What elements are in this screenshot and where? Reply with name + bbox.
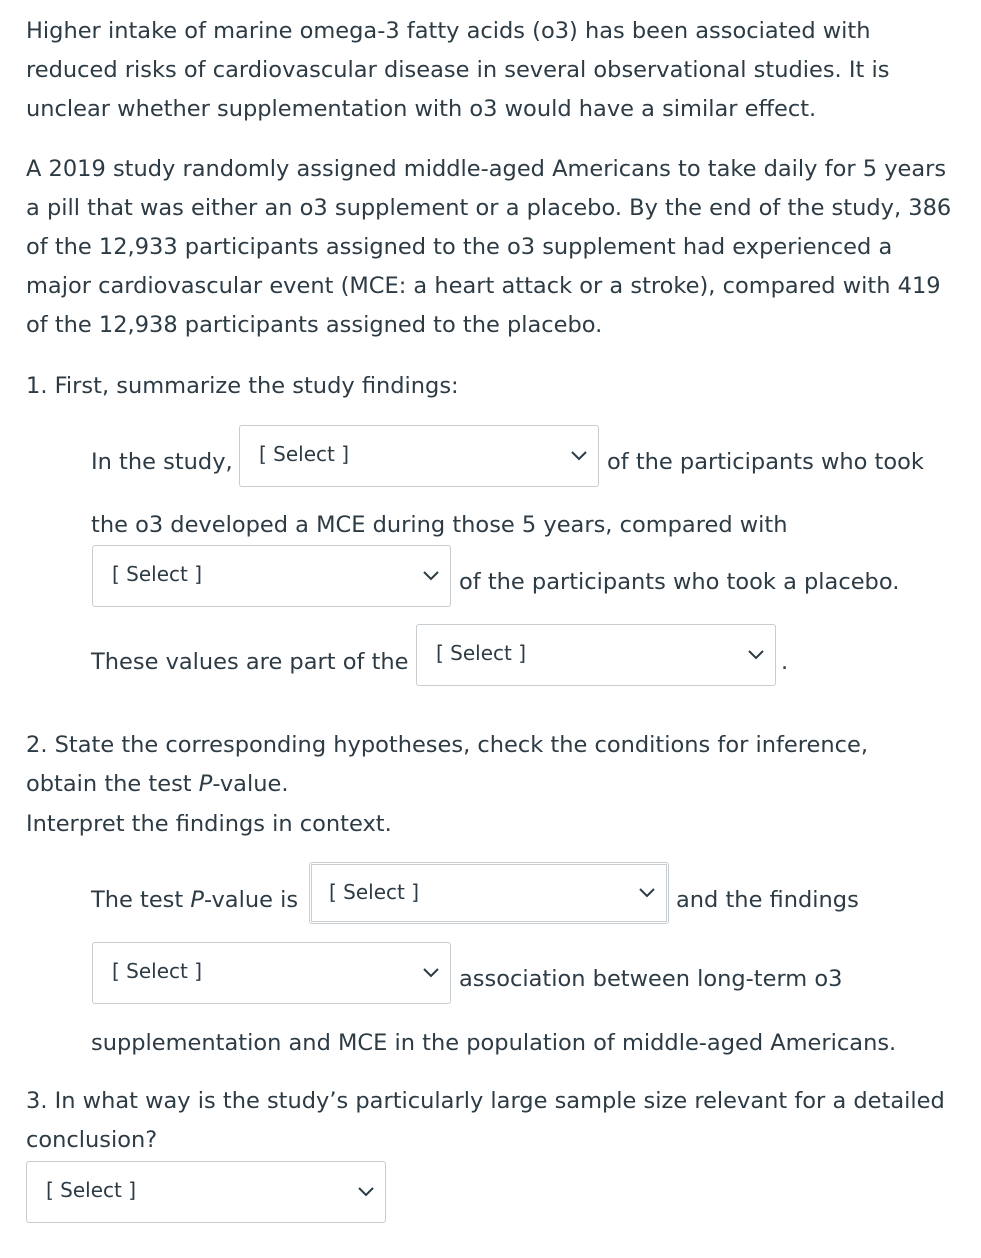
q2-line1-pre: The test P-value is xyxy=(91,887,299,913)
select-value: [ Select ] xyxy=(329,880,420,904)
q1-line1-post: of the participants who took xyxy=(607,449,924,475)
q1-heading: 1. First, summarize the study findings: xyxy=(26,373,459,399)
chevron-down-icon xyxy=(747,649,765,661)
intro-paragraph-2: A 2019 study randomly assigned middle-aged Americans to take daily for 5 years a pill that was either an o3 supplement or a placebo. By the end of the study, 386 of the 12,933 participants assigned to the o3 supplement had experienced a major cardiovascular event (MCE: a heart attack or a stroke), compared with 419 of the 12,938 participants assigned to the placebo. xyxy=(26,156,952,338)
select-placebo-proportion[interactable] xyxy=(92,545,451,607)
select-values-type[interactable] xyxy=(416,624,776,686)
select-value: [ Select ] xyxy=(436,641,527,665)
q3-heading: 3. In what way is the study’s particularly large sample size relevant for a detailed conclusion? xyxy=(26,1088,945,1153)
chevron-down-icon xyxy=(638,887,656,899)
q1-line1-pre: In the study, xyxy=(91,449,233,475)
intro-paragraph-1: Higher intake of marine omega-3 fatty acids (o3) has been associated with reduced risks of cardiovascular disease in several observational studies. It is unclear whether supplementation with o3 would have a similar effect. xyxy=(26,18,890,122)
select-value: [ Select ] xyxy=(112,562,203,586)
select-value: [ Select ] xyxy=(112,959,203,983)
select-value: [ Select ] xyxy=(46,1178,137,1202)
select-sample-size-relevance[interactable] xyxy=(26,1161,386,1223)
q2-heading-line1: 2. State the corresponding hypotheses, check the conditions for inference, xyxy=(26,732,868,758)
select-p-value[interactable] xyxy=(309,862,669,924)
q1-line4-period: . xyxy=(781,649,789,675)
q1-line3-post: of the participants who took a placebo. xyxy=(459,569,900,595)
chevron-down-icon xyxy=(422,570,440,582)
select-findings-conclusion[interactable] xyxy=(92,942,451,1004)
select-value: [ Select ] xyxy=(259,442,350,466)
q2-line1-post: and the findings xyxy=(676,887,859,913)
q2-heading-line3: Interpret the findings in context. xyxy=(26,811,392,837)
chevron-down-icon xyxy=(422,967,440,979)
q2-line3: supplementation and MCE in the population of middle-aged Americans. xyxy=(91,1030,897,1056)
q2-line2-post: association between long-term o3 xyxy=(459,966,843,992)
q2-heading-line2: obtain the test P-value. xyxy=(26,771,289,797)
select-o3-proportion[interactable] xyxy=(239,425,599,487)
q1-line2: the o3 developed a MCE during those 5 years, compared with xyxy=(91,512,788,538)
q1-line4-pre: These values are part of the xyxy=(91,649,409,675)
chevron-down-icon xyxy=(357,1186,375,1198)
chevron-down-icon xyxy=(570,450,588,462)
